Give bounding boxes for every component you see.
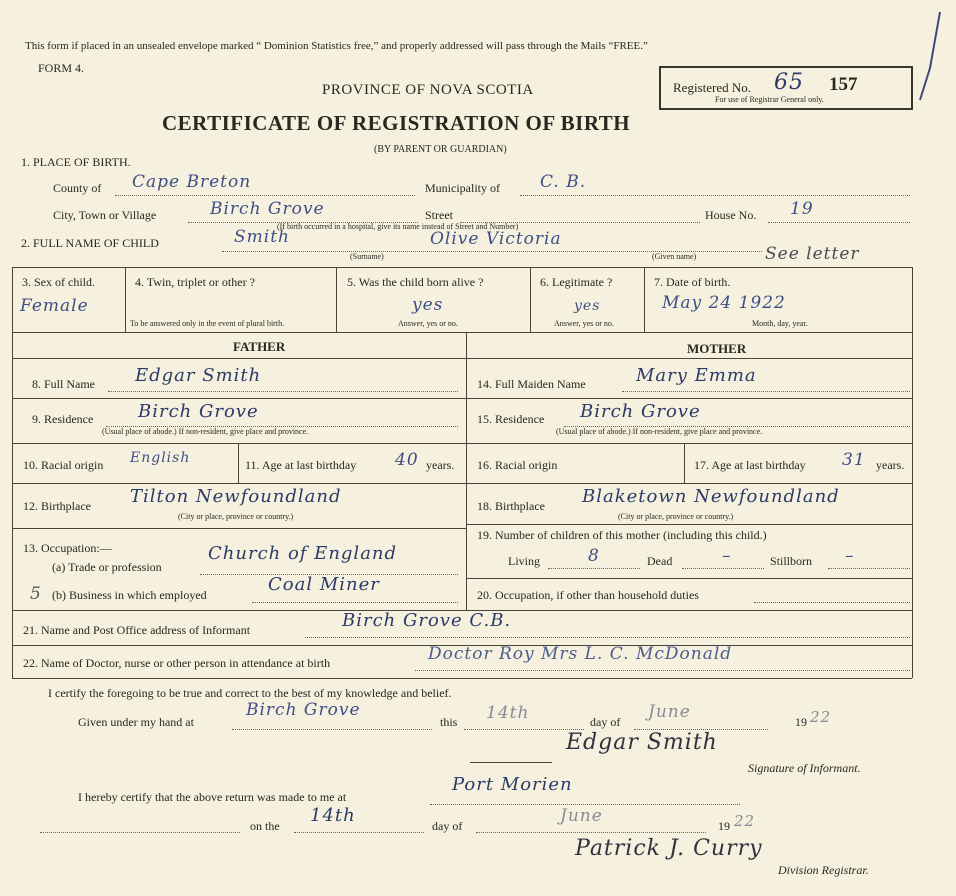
mail-notice: This form if placed in an unsealed envelope marked “ Dominion Statistics free,” and properly addressed will pass through the Mails “FREE.”	[25, 40, 648, 52]
informant-label: 21. Name and Post Office address of Informant	[23, 623, 251, 637]
registrar-year-value: 22	[734, 812, 756, 830]
mother-name-label: 14. Full Maiden Name	[477, 377, 586, 391]
margin-pen-mark	[912, 8, 948, 108]
registrar-on-label: on the	[250, 819, 280, 833]
father-birthplace-value: Tilton Newfoundland	[130, 486, 342, 507]
mother-residence-label: 15. Residence	[477, 412, 545, 426]
house-value: 19	[790, 199, 814, 219]
dob-label: 7. Date of birth.	[654, 275, 731, 289]
city-value: Birch Grove	[210, 199, 325, 219]
mother-birthplace-caption: (City or place, province or country.)	[618, 512, 734, 521]
father-residence-label: 9. Residence	[32, 412, 94, 426]
father-racial-label: 10. Racial origin	[23, 458, 104, 472]
business-value: Coal Miner	[268, 574, 380, 595]
alive-label: 5. Was the child born alive ?	[347, 275, 484, 289]
living-value: 8	[588, 546, 600, 566]
registrar-place-value: Port Morien	[452, 774, 573, 795]
given-day-value: 14th	[486, 703, 530, 723]
municipality-value: C. B.	[540, 172, 587, 192]
business-label: (b) Business in which employed	[52, 588, 207, 602]
stillborn-value: –	[845, 546, 855, 566]
informant-signature: Edgar Smith	[566, 730, 718, 755]
certify-statement: I certify the foregoing to be true and correct to the best of my knowledge and belief.	[48, 686, 452, 700]
given-name-caption: (Given name)	[652, 252, 697, 261]
city-label: City, Town or Village	[53, 208, 157, 222]
father-age-unit: years.	[426, 458, 455, 472]
house-label: House No.	[705, 208, 757, 222]
trade-value: Church of England	[208, 543, 398, 564]
father-age-label: 11. Age at last birthday	[245, 458, 357, 472]
father-age-value: 40	[395, 450, 419, 470]
twin-note: To be answered only in the event of plural birth.	[130, 319, 285, 328]
this-label: this	[440, 715, 458, 729]
mother-age-value: 31	[842, 450, 866, 470]
form-number: FORM 4.	[38, 61, 85, 75]
registrar-day-value: 14th	[310, 805, 356, 826]
father-birthplace-caption: (City or place, province or country.)	[178, 512, 294, 521]
see-letter-note: See letter	[765, 244, 860, 264]
legitimate-caption: Answer, yes or no.	[554, 319, 614, 328]
dead-label: Dead	[647, 554, 673, 568]
sex-value: Female	[20, 296, 89, 316]
father-name-label: 8. Full Name	[32, 377, 95, 391]
given-day-of-label: day of	[590, 715, 621, 729]
street-label: Street	[425, 208, 453, 222]
mother-birthplace-value: Blaketown Newfoundland	[582, 486, 840, 507]
registered-handwritten: 65	[774, 70, 804, 95]
informant-signature-caption: Signature of Informant.	[748, 761, 861, 775]
occupation-label: 13. Occupation:—	[23, 541, 112, 555]
alive-value: yes	[412, 295, 444, 315]
informant-value: Birch Grove C.B.	[342, 610, 512, 631]
child-surname: Smith	[234, 227, 290, 247]
stillborn-label: Stillborn	[770, 554, 813, 568]
margin-mark: 5	[30, 584, 42, 604]
registrar-day-of-label: day of	[432, 819, 463, 833]
place-of-birth-heading: 1. PLACE OF BIRTH.	[21, 155, 131, 169]
registrar-month-value: June	[560, 806, 603, 826]
dob-value: May 24 1922	[662, 293, 786, 313]
legitimate-value: yes	[574, 298, 601, 314]
page-title: CERTIFICATE OF REGISTRATION OF BIRTH	[162, 111, 631, 135]
legitimate-label: 6. Legitimate ?	[540, 275, 613, 289]
dob-caption: Month, day, year.	[752, 319, 808, 328]
given-under-label: Given under my hand at	[78, 715, 194, 729]
father-birthplace-label: 12. Birthplace	[23, 499, 91, 513]
mother-racial-label: 16. Racial origin	[477, 458, 558, 472]
mother-residence-caption: (Usual place of abode.) If non-resident, give place and province.	[556, 427, 763, 436]
father-residence-caption: (Usual place of abode.) If non-resident, give place and province.	[102, 427, 309, 436]
alive-caption: Answer, yes or no.	[398, 319, 458, 328]
mother-name-value: Mary Emma	[636, 365, 757, 386]
given-year-value: 22	[810, 708, 832, 726]
given-place-value: Birch Grove	[246, 700, 361, 720]
child-name-label: 2. FULL NAME OF CHILD	[21, 236, 159, 250]
given-month-value: June	[648, 702, 691, 722]
children-count-label: 19. Number of children of this mother (including this child.)	[477, 528, 767, 542]
sex-label: 3. Sex of child.	[22, 275, 95, 289]
street-note: (If birth occurred in a hospital, give its name instead of Street and Number)	[277, 222, 519, 231]
registrar-statement: I hereby certify that the above return was made to me at	[78, 790, 347, 804]
surname-caption: (Surname)	[350, 252, 384, 261]
registrar-signature: Patrick J. Curry	[575, 836, 763, 861]
twin-label: 4. Twin, triplet or other ?	[135, 275, 255, 289]
province-heading: PROVINCE OF NOVA SCOTIA	[322, 82, 534, 98]
registrar-year-prefix: 19	[718, 819, 730, 833]
mother-birthplace-label: 18. Birthplace	[477, 499, 545, 513]
mother-age-label: 17. Age at last birthday	[694, 458, 806, 472]
mother-heading: MOTHER	[687, 341, 747, 356]
father-heading: FATHER	[233, 339, 286, 354]
trade-label: (a) Trade or profession	[52, 560, 162, 574]
child-given-name: Olive Victoria	[430, 229, 562, 249]
father-residence-value: Birch Grove	[138, 401, 259, 422]
county-value: Cape Breton	[132, 172, 252, 192]
county-label: County of	[53, 181, 102, 195]
living-label: Living	[508, 554, 540, 568]
given-year-prefix: 19	[795, 715, 807, 729]
father-racial-value: English	[130, 450, 191, 466]
father-name-value: Edgar Smith	[135, 365, 262, 386]
registrar-caption: Division Registrar.	[778, 863, 869, 877]
mother-age-unit: years.	[876, 458, 905, 472]
page-subtitle: (BY PARENT OR GUARDIAN)	[374, 144, 507, 155]
dead-value: –	[722, 546, 732, 566]
registered-number: 157	[829, 74, 858, 95]
doctor-value: Doctor Roy Mrs L. C. McDonald	[428, 644, 733, 664]
mother-residence-value: Birch Grove	[580, 401, 701, 422]
mother-occupation-label: 20. Occupation, if other than household duties	[477, 588, 699, 602]
municipality-label: Municipality of	[425, 181, 500, 195]
registered-label: Registered No.	[673, 80, 751, 95]
registrar-note: For use of Registrar General only.	[715, 95, 824, 104]
doctor-label: 22. Name of Doctor, nurse or other person in attendance at birth	[23, 656, 331, 670]
